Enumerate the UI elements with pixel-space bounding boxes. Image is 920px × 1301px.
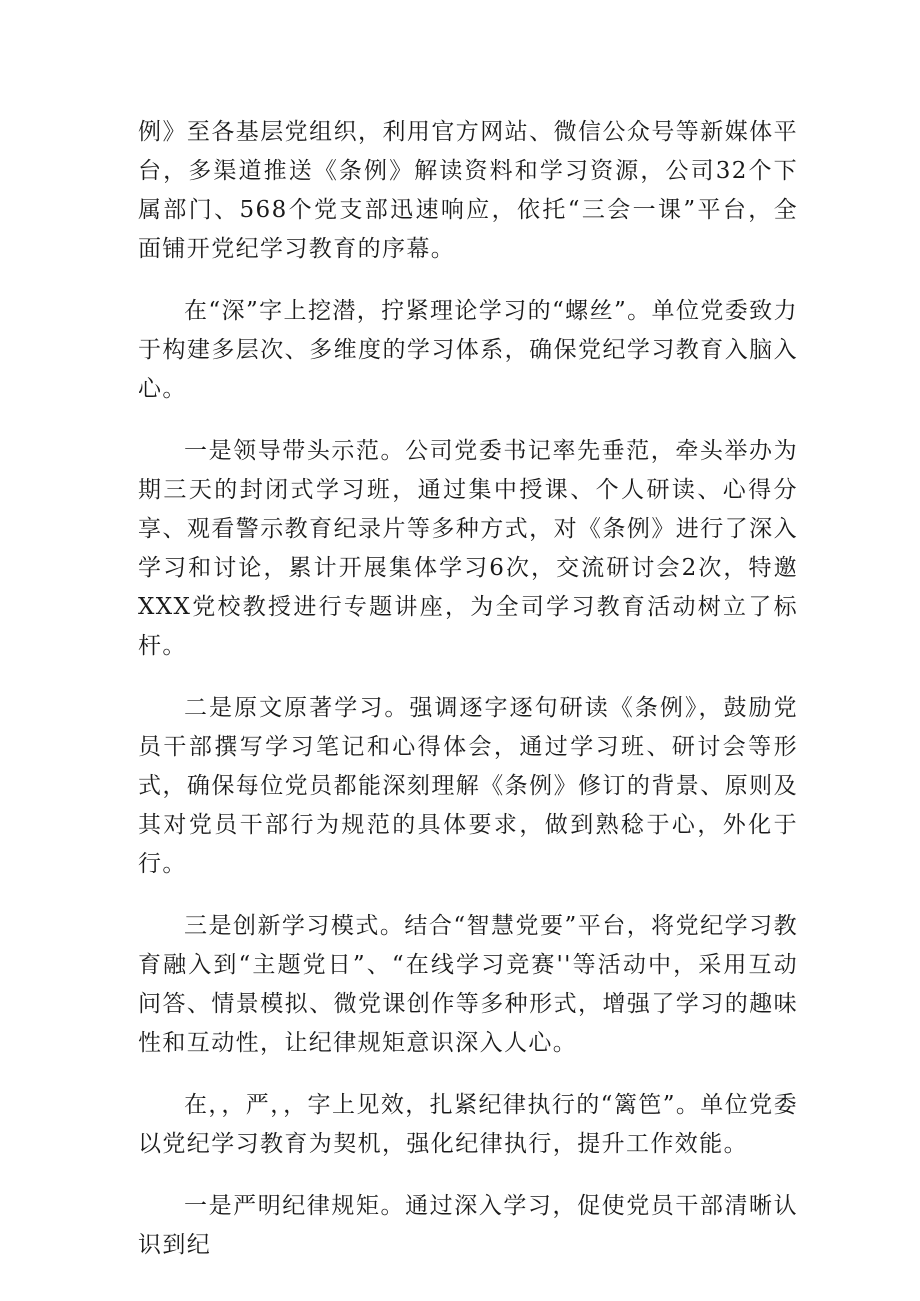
paragraph-innovation: 三是创新学习模式。结合“智慧党要”平台，将党纪学习教育融入到“主题党日”、“在线学习竞赛''等活动中，采用互动问答、情景模拟、微党课创作等多种形式，增强了学习的趣味性和互动性，让纪律规矩意识深入人心。 — [138, 913, 798, 1056]
document-body — [138, 113, 798, 1265]
paragraph-section-deep: 在“深”字上挖潜，拧紧理论学习的“螺丝”。单位党委致力于构建多层次、多维度的学习体系，确保党纪学习教育入脑入心。 — [138, 298, 798, 402]
paragraph-section-strict: 在，，严，，字上见效，扎紧纪律执行的“篱笆”。单位党委以党纪学习教育为契机，强化纪律执行，提升工作效能。 — [138, 1092, 798, 1157]
paragraph-original-text: 二是原文原著学习。强调逐字逐句研读《条例》，鼓励党员干部撰写学习笔记和心得体会，通过学习班、研讨会等形式，确保每位党员都能深刻理解《条例》修订的背景、原则及其对党员干部行为规范的具体要求，做到熟稔于心，外化于行。 — [138, 695, 798, 877]
paragraph-leadership: 一是领导带头示范。公司党委书记率先垂范，牵头举办为期三天的封闭式学习班，通过集中授课、个人研读、心得分享、观看警示教育纪录片等多种方式，对《条例》进行了深入学习和讨论，累计开展集体学习6次，交流研讨会2次，特邀XXX党校教授进行专题讲座，为全司学习教育活动树立了标杆。 — [138, 438, 798, 659]
paragraph-discipline: 一是严明纪律规矩。通过深入学习，促使党员干部清晰认识到纪 — [138, 1193, 798, 1258]
paragraph-continuation: 例》至各基层党组织，利用官方网站、微信公众号等新媒体平台，多渠道推送《条例》解读资料和学习资源，公司32个下属部门、568个党支部迅速响应，依托“三会一课”平台，全面铺开党纪学习教育的序幕。 — [138, 119, 798, 262]
